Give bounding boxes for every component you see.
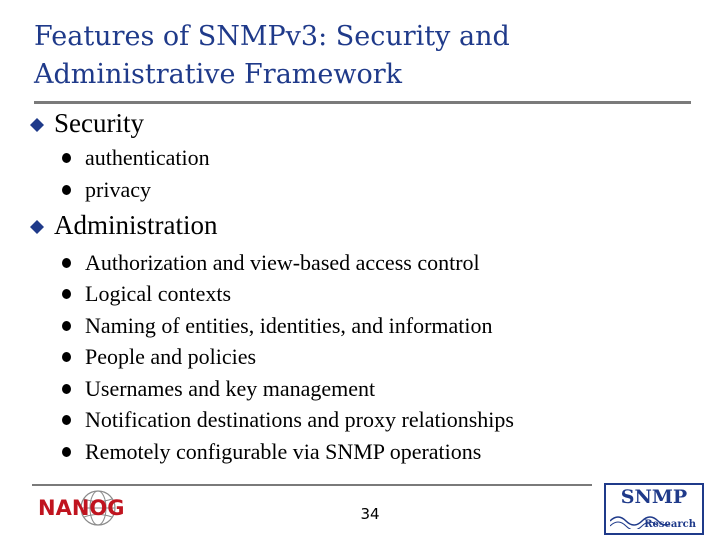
- round-bullet-icon: [62, 321, 71, 331]
- research-logo-text: Research: [644, 519, 696, 530]
- list-item: [62, 376, 375, 402]
- diamond-bullet-icon: [30, 220, 44, 234]
- round-bullet-icon: [62, 185, 71, 195]
- list-item: [62, 407, 514, 433]
- list-item-label: privacy: [85, 177, 151, 202]
- list-item: [62, 344, 256, 370]
- page-number: 34: [360, 505, 380, 523]
- list-item-label: Logical contexts: [85, 281, 232, 306]
- diamond-bullet-icon: [30, 118, 44, 132]
- list-item-label: Remotely configurable via SNMP operations: [85, 439, 482, 464]
- round-bullet-icon: [62, 415, 71, 425]
- nanog-logo: [38, 488, 125, 528]
- title-divider: [34, 101, 691, 104]
- list-item-label: People and policies: [85, 344, 257, 369]
- snmp-logo-text: SNMP: [620, 486, 688, 508]
- section-heading-security: [30, 108, 144, 139]
- slide-title: Features of SNMPv3: Security and Administrative Framework: [34, 21, 510, 90]
- list-item: [62, 177, 151, 203]
- list-item: [62, 281, 231, 307]
- section-heading-label: Security: [54, 108, 144, 138]
- list-item-label: Usernames and key management: [85, 376, 376, 401]
- round-bullet-icon: [62, 384, 71, 394]
- list-item: [62, 439, 481, 465]
- list-item-label: Notification destinations and proxy relationships: [85, 407, 514, 432]
- list-item-label: authentication: [85, 145, 210, 170]
- list-item: [62, 250, 480, 276]
- list-item: [62, 313, 493, 339]
- list-item-label: Naming of entities, identities, and information: [85, 313, 493, 338]
- round-bullet-icon: [62, 289, 71, 299]
- round-bullet-icon: [62, 153, 71, 163]
- section-heading-administration: [30, 210, 218, 241]
- footer-divider: [32, 484, 592, 486]
- round-bullet-icon: [62, 258, 71, 268]
- snmp-research-logo: [604, 483, 704, 535]
- section-heading-label: Administration: [54, 210, 218, 240]
- list-item: [62, 145, 210, 171]
- nanog-logo-text: NANOG: [38, 496, 125, 520]
- round-bullet-icon: [62, 352, 71, 362]
- list-item-label: Authorization and view-based access control: [85, 250, 480, 275]
- round-bullet-icon: [62, 447, 71, 457]
